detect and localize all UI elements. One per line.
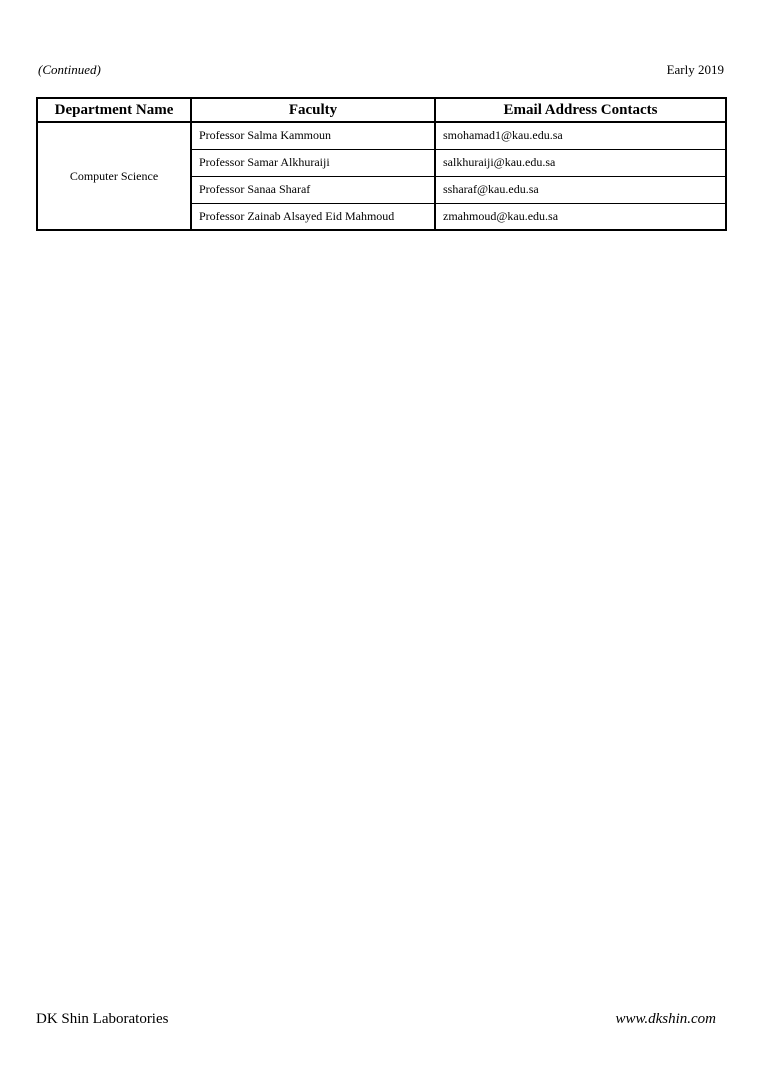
department-cell: Computer Science: [37, 122, 191, 230]
column-header-department: Department Name: [37, 98, 191, 122]
table-header-row: [37, 98, 726, 122]
table-row: [37, 122, 726, 149]
email-cell[interactable]: ssharaf@kau.edu.sa: [435, 176, 726, 203]
footer-lab-name: DK Shin Laboratories: [36, 1011, 169, 1027]
column-header-faculty: Faculty: [191, 98, 435, 122]
faculty-cell: Professor Zainab Alsayed Eid Mahmoud: [191, 203, 435, 230]
column-header-email: Email Address Contacts: [435, 98, 726, 122]
faculty-cell: Professor Salma Kammoun: [191, 122, 435, 149]
email-cell[interactable]: smohamad1@kau.edu.sa: [435, 122, 726, 149]
email-cell[interactable]: zmahmoud@kau.edu.sa: [435, 203, 726, 230]
faculty-cell: Professor Sanaa Sharaf: [191, 176, 435, 203]
faculty-contacts-table: [36, 97, 727, 231]
footer-website-link[interactable]: www.dkshin.com: [615, 1011, 716, 1027]
date-note: Early 2019: [666, 62, 724, 77]
continued-note: (Continued): [38, 62, 101, 77]
faculty-cell: Professor Samar Alkhuraiji: [191, 149, 435, 176]
email-cell[interactable]: salkhuraiji@kau.edu.sa: [435, 149, 726, 176]
